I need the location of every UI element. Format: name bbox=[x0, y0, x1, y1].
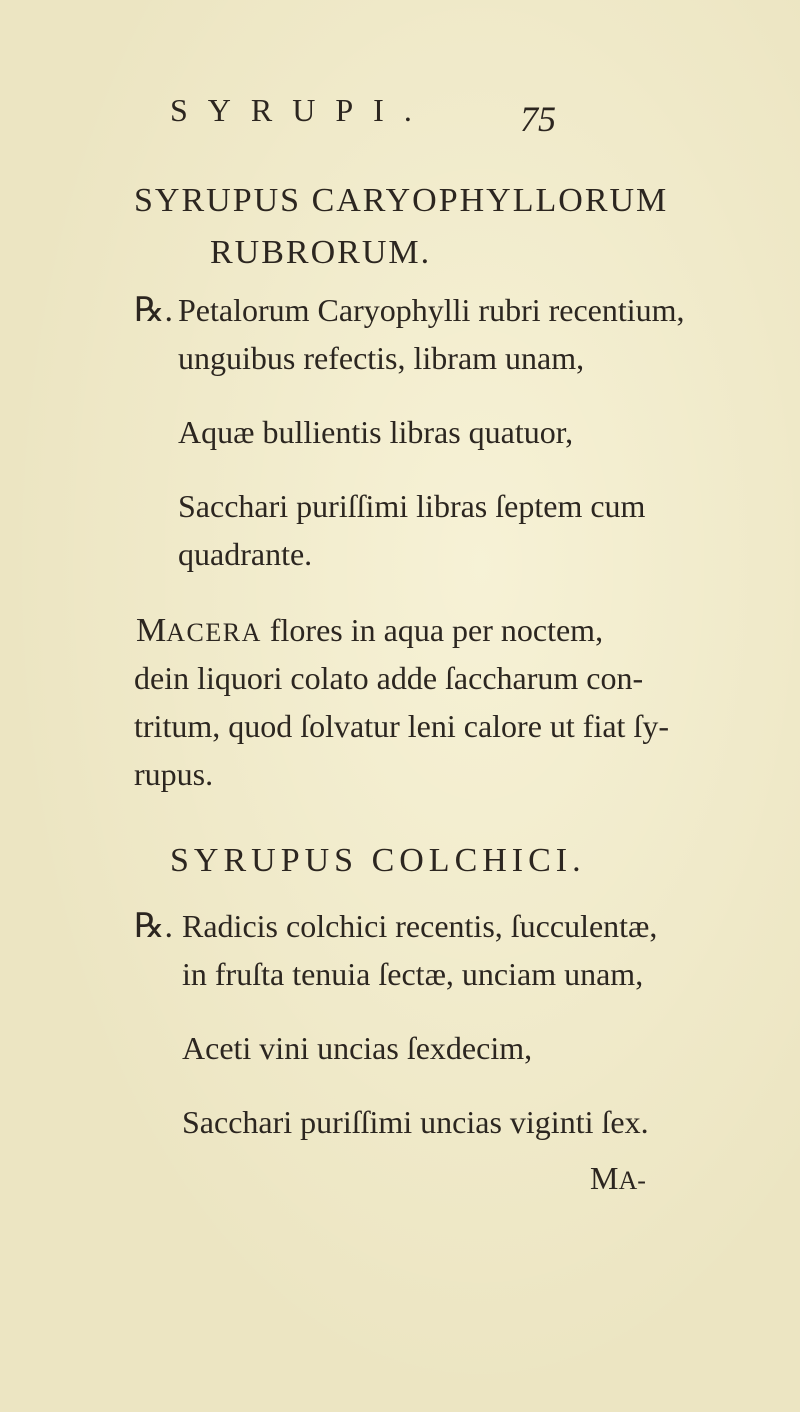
ingredient-line: quadrante. bbox=[178, 536, 313, 572]
directions-line-1 bbox=[136, 612, 603, 650]
ingredient-line: Sacchari puriſſimi libras ſeptem cum bbox=[178, 488, 646, 524]
directions-line: tritum, quod ſolvatur leni calore ut fiat ſy- bbox=[134, 708, 669, 744]
recipe-symbol: ℞. bbox=[134, 908, 173, 945]
lead-word: ACERA bbox=[166, 618, 262, 647]
directions-line: rupus. bbox=[134, 756, 214, 792]
catchword-rest: A- bbox=[618, 1166, 646, 1195]
ingredient-line: unguibus refectis, libram unam, bbox=[178, 340, 585, 376]
page-number: 75 bbox=[520, 99, 556, 139]
directions-text: flores in aqua per noctem, bbox=[269, 612, 604, 648]
recipe-symbol: ℞. bbox=[134, 292, 173, 329]
recipe-title-line1: SYRUPUS CARYOPHYLLORUM bbox=[134, 182, 669, 219]
recipe-title-line2: RUBRORUM. bbox=[210, 234, 432, 271]
ingredient-line: Aceti vini uncias ſexdecim, bbox=[182, 1030, 533, 1066]
recipe-title: SYRUPUS COLCHICI. bbox=[170, 842, 586, 879]
ingredient-line: Petalorum Caryophylli rubri recentium, bbox=[178, 292, 685, 328]
ingredient-line: Sacchari puriſſimi uncias viginti ſex. bbox=[182, 1104, 649, 1140]
catchword bbox=[590, 1160, 646, 1197]
running-head: SYRUPI. bbox=[170, 92, 432, 128]
catchword-cap: M bbox=[590, 1160, 619, 1196]
ingredient-line: Aquæ bullientis libras quatuor, bbox=[178, 414, 574, 450]
ingredient-line: in fruſta tenuia ſectæ, unciam unam, bbox=[182, 956, 644, 992]
ingredient-line: Radicis colchici recentis, ſucculentæ, bbox=[182, 908, 658, 944]
directions-line: dein liquori colato adde ſaccharum con- bbox=[134, 660, 644, 696]
drop-cap: M bbox=[136, 612, 167, 649]
